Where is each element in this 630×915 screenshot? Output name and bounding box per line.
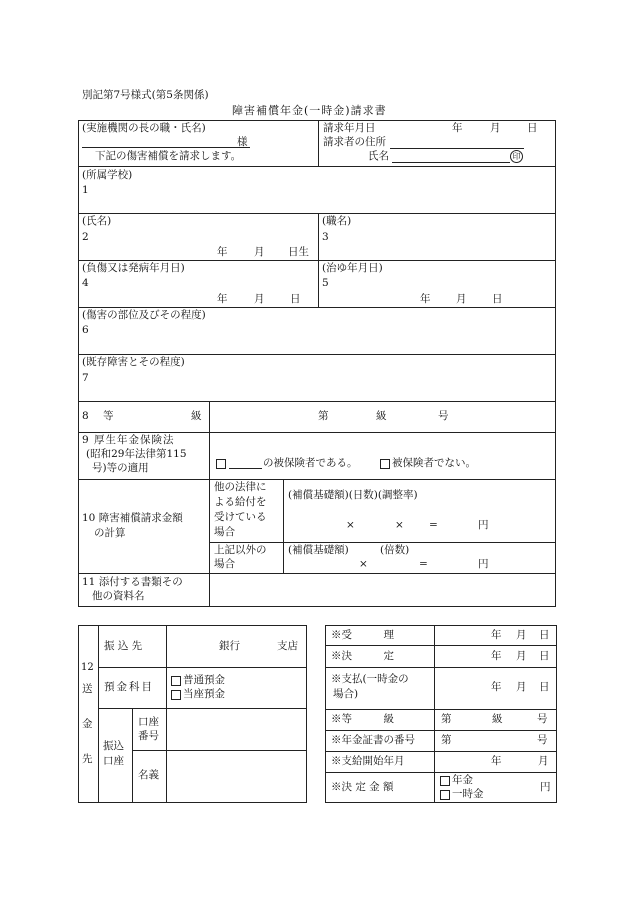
grade-label-a: 等 bbox=[103, 410, 114, 422]
office-payment-1: ※支払(一時金の bbox=[331, 673, 409, 685]
birth-day: 日生 bbox=[288, 246, 309, 258]
office-start: ※支給開始年月 bbox=[331, 755, 405, 767]
received-month: 月 bbox=[516, 629, 527, 641]
payment-year: 年 bbox=[491, 681, 502, 693]
injury-date-label: (負傷又は発病年月日) bbox=[82, 262, 185, 274]
remit-vertical-1: 送 bbox=[82, 683, 93, 695]
office-payment-2: 場合) bbox=[333, 688, 359, 700]
received-year: 年 bbox=[491, 629, 502, 641]
account-no-2: 番号 bbox=[138, 730, 159, 742]
cure-date-label: (治ゆ年月日) bbox=[322, 262, 383, 274]
other-case-1: 上記以外の bbox=[214, 544, 267, 556]
claimant-name-label: 氏名 bbox=[368, 150, 389, 162]
request-month: 月 bbox=[490, 122, 501, 134]
remit-number: 12 bbox=[81, 662, 94, 673]
formula-2-times: × bbox=[359, 558, 368, 570]
request-day: 日 bbox=[527, 122, 538, 134]
grade-number: 8 bbox=[82, 410, 89, 422]
cure-date-number: 5 bbox=[322, 277, 329, 289]
insured-checkbox[interactable] bbox=[216, 459, 226, 469]
post-number: 3 bbox=[322, 231, 329, 243]
payment-month: 月 bbox=[516, 681, 527, 693]
formula-2-yen: 円 bbox=[478, 558, 489, 570]
docs-label-2: 他の資料名 bbox=[92, 590, 145, 602]
office-grade-go: 号 bbox=[537, 713, 548, 725]
injury-year: 年 bbox=[217, 293, 228, 305]
formula-1-yen: 円 bbox=[478, 519, 489, 531]
current-checkbox[interactable] bbox=[171, 690, 181, 700]
institution-label: (実施機関の長の職・氏名) bbox=[82, 122, 206, 134]
pension-label-1: 9 厚生年金保険法 bbox=[82, 434, 175, 446]
calc-label-2: の計算 bbox=[94, 527, 126, 539]
name-label: (氏名) bbox=[82, 215, 112, 227]
address-label: 請求者の住所 bbox=[323, 136, 386, 148]
current-label: 当座預金 bbox=[183, 688, 225, 700]
formula-2-multiple: (倍数) bbox=[380, 544, 410, 556]
request-text: 下記の傷害補償を請求します。 bbox=[95, 150, 242, 162]
insured-text: の被保険者である。 bbox=[263, 457, 358, 469]
holder-label: 名義 bbox=[138, 769, 159, 781]
office-amount: ※決 定 金 額 bbox=[331, 781, 394, 793]
seal-mark: 印 bbox=[510, 150, 523, 163]
calc-label-1: 10 障害補償請求金額 bbox=[82, 512, 183, 524]
formula-1-header: (補償基礎額)(日数)(調整率) bbox=[288, 489, 418, 501]
office-cert-no: ※年金証書の番号 bbox=[331, 734, 415, 746]
cure-year: 年 bbox=[420, 293, 431, 305]
pension-checkbox[interactable] bbox=[440, 776, 450, 786]
formula-2-equals: = bbox=[419, 558, 428, 570]
bank-label: 銀行 bbox=[219, 640, 240, 652]
injury-day: 日 bbox=[290, 293, 301, 305]
formula-1-equals: = bbox=[429, 519, 438, 531]
existing-disability-number: 7 bbox=[82, 372, 89, 384]
start-year: 年 bbox=[491, 755, 502, 767]
other-law-1: 他の法律に bbox=[214, 481, 267, 493]
injury-month: 月 bbox=[254, 293, 265, 305]
request-date-label: 請求年月日 bbox=[323, 122, 376, 134]
pension-label-2: (昭和29年法律第115 bbox=[86, 448, 187, 460]
remit-vertical-3: 先 bbox=[82, 753, 93, 765]
decided-day: 日 bbox=[539, 650, 550, 662]
office-cert-dai: 第 bbox=[441, 734, 452, 746]
office-cert-go: 号 bbox=[537, 734, 548, 746]
other-law-3: 受けている bbox=[214, 511, 267, 523]
other-law-4: 場合 bbox=[214, 526, 235, 538]
injury-date-number: 4 bbox=[82, 277, 89, 289]
account-type-label: 預金科目 bbox=[104, 681, 154, 693]
other-case-2: 場合 bbox=[214, 558, 235, 570]
office-received: ※受 理 bbox=[331, 629, 394, 641]
form-label: 別記第7号様式(第5条関係) bbox=[82, 89, 209, 101]
pension-label-3: 号)等の適用 bbox=[92, 462, 149, 474]
not-insured-checkbox[interactable] bbox=[380, 459, 390, 469]
formula-1-times-b: × bbox=[395, 519, 404, 531]
transfer-account-1: 振込 bbox=[103, 740, 124, 752]
ordinary-label: 普通預金 bbox=[183, 674, 225, 686]
sama-label: 様 bbox=[237, 136, 248, 148]
form-title: 障害補償年金(一時金)請求書 bbox=[232, 104, 387, 117]
birth-month: 月 bbox=[254, 246, 265, 258]
request-year: 年 bbox=[452, 122, 463, 134]
cure-month: 月 bbox=[456, 293, 467, 305]
amount-yen: 円 bbox=[540, 781, 551, 793]
office-grade: ※等 級 bbox=[331, 713, 394, 725]
start-month: 月 bbox=[538, 755, 549, 767]
pension-option: 年金 bbox=[452, 774, 473, 786]
payment-day: 日 bbox=[539, 681, 550, 693]
decided-year: 年 bbox=[491, 650, 502, 662]
school-label: (所属学校) bbox=[82, 169, 133, 181]
remit-vertical-2: 金 bbox=[82, 718, 93, 730]
ordinary-checkbox[interactable] bbox=[171, 676, 181, 686]
grade-go: 号 bbox=[438, 410, 449, 422]
formula-2-base: (補償基礎額) bbox=[288, 544, 349, 556]
grade-label-b: 級 bbox=[191, 410, 202, 422]
post-label: (職名) bbox=[322, 215, 352, 227]
grade-kyu: 級 bbox=[376, 410, 387, 422]
received-day: 日 bbox=[539, 629, 550, 641]
injury-part-number: 6 bbox=[82, 324, 89, 336]
decided-month: 月 bbox=[516, 650, 527, 662]
lump-sum-option: 一時金 bbox=[452, 788, 484, 800]
cure-day: 日 bbox=[492, 293, 503, 305]
transfer-account-2: 口座 bbox=[103, 755, 124, 767]
formula-1-times-a: × bbox=[346, 519, 355, 531]
school-number: 1 bbox=[82, 184, 89, 196]
birth-year: 年 bbox=[217, 246, 228, 258]
office-grade-kyu: 級 bbox=[492, 713, 503, 725]
office-decided: ※決 定 bbox=[331, 650, 394, 662]
office-grade-dai: 第 bbox=[441, 713, 452, 725]
dest-label: 振 込 先 bbox=[104, 640, 143, 652]
grade-dai: 第 bbox=[318, 410, 329, 422]
branch-label: 支店 bbox=[277, 640, 298, 652]
injury-part-label: (傷害の部位及びその程度) bbox=[82, 309, 206, 321]
existing-disability-label: (既存障害とその程度) bbox=[82, 356, 185, 368]
account-no-1: 口座 bbox=[138, 716, 159, 728]
not-insured-text: 被保険者でない。 bbox=[392, 457, 476, 469]
name-number: 2 bbox=[82, 231, 89, 243]
other-law-2: よる給付を bbox=[214, 496, 267, 508]
docs-label-1: 11 添付する書類その bbox=[82, 576, 183, 588]
lump-sum-checkbox[interactable] bbox=[440, 790, 450, 800]
